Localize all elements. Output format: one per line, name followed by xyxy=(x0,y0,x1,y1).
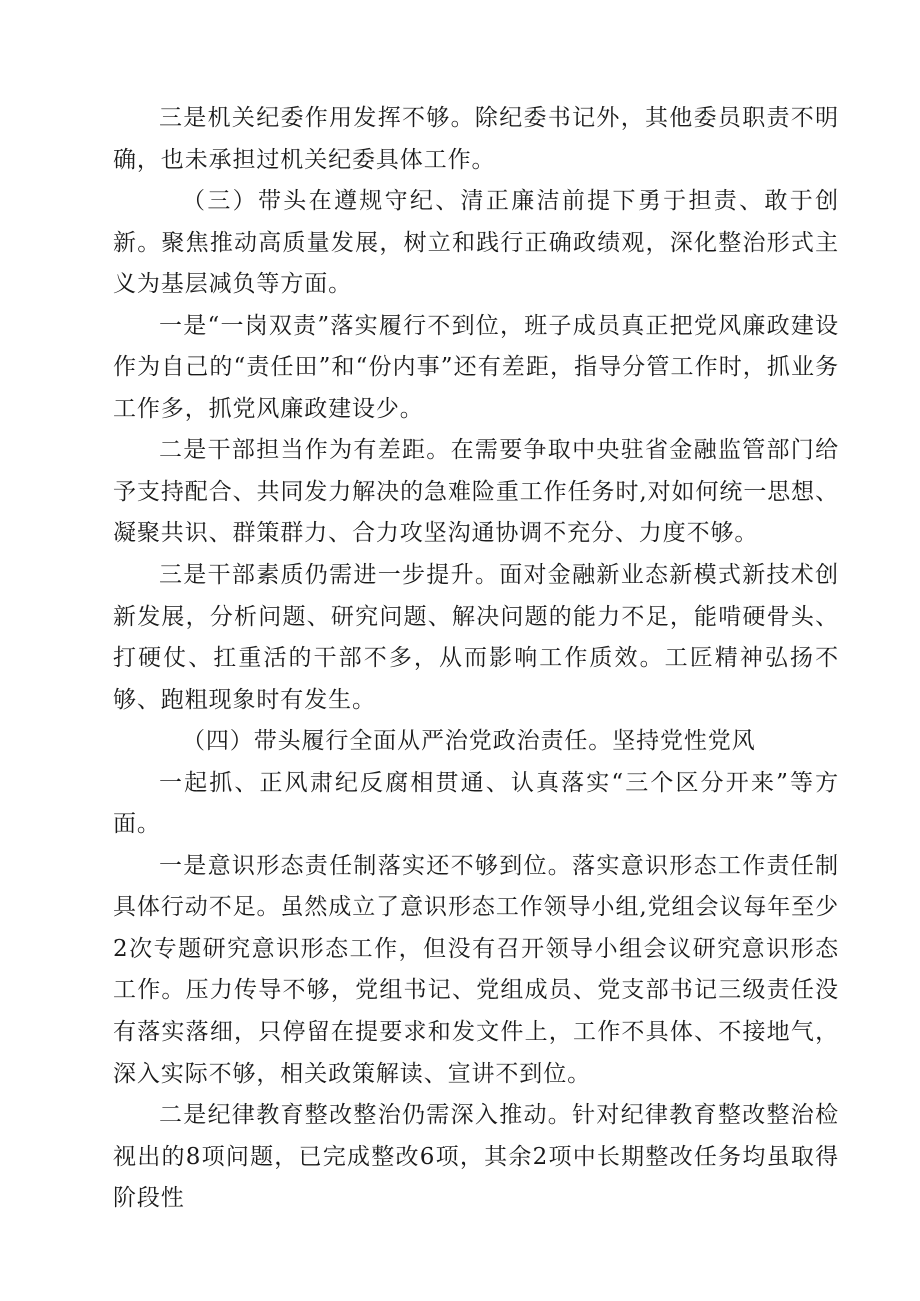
document-body xyxy=(113,98,839,1220)
section-heading-four: （四）带头履行全面从严治党政治责任。坚持党性党风 xyxy=(182,728,756,755)
paragraph-discipline-education: 二是纪律教育整改整治仍需深入推动。针对纪律教育整改整治检视出的8项问题，已完成整改6项，其余2项中长期整改任务均虽取得阶段性 xyxy=(113,1102,839,1212)
paragraph-discipline-committee: 三是机关纪委作用发挥不够。除纪委书记外，其他委员职责不明确，也未承担过机关纪委具体工作。 xyxy=(113,105,839,173)
paragraph-ideology-responsibility: 一是意识形态责任制落实还不够到位。落实意识形态工作责任制具体行动不足。虽然成立了意识形态工作领导小组,党组会议每年至少2次专题研究意识形态工作，但没有召开领导小组会议研究意识形态工作。压力传导不够，党组书记、党组成员、党支部书记三级责任没有落实落细，只停留在提要求和发文件上，工作不具体、不接地气，深入实际不够，相关政策解读、宣讲不到位。 xyxy=(113,852,839,1087)
paragraph-section-four-continued: 一起抓、正风肃纪反腐相贯通、认真落实“三个区分开来”等方面。 xyxy=(113,769,839,838)
paragraph-cadre-quality: 三是干部素质仍需进一步提升。面对金融新业态新模式新技术创新发展，分析问题、研究问题、解决问题的能力不足，能啃硬骨头、打硬仗、扛重活的干部不多，从而影响工作质效。工匠精神弘扬不够、跑粗现象时有发生。 xyxy=(113,562,839,713)
paragraph-one-post-two-duties: 一是“一岗双责”落实履行不到位，班子成员真正把党风廉政建设作为自己的“责任田”和“份内事”还有差距，指导分管工作时，抓业务工作多，抓党风廉政建设少。 xyxy=(113,312,839,422)
section-heading-three: （三）带头在遵规守纪、清正廉洁前提下勇于担责、敢于创新。聚焦推动高质量发展，树立和践行正确政绩观，深化整治形式主义为基层减负等方面。 xyxy=(113,188,839,298)
paragraph-cadre-responsibility: 二是干部担当作为有差距。在需要争取中央驻省金融监管部门给予支持配合、共同发力解决的急难险重工作任务时,对如何统一思想、凝聚共识、群策群力、合力攻坚沟通协调不充分、力度不够。 xyxy=(113,437,839,547)
